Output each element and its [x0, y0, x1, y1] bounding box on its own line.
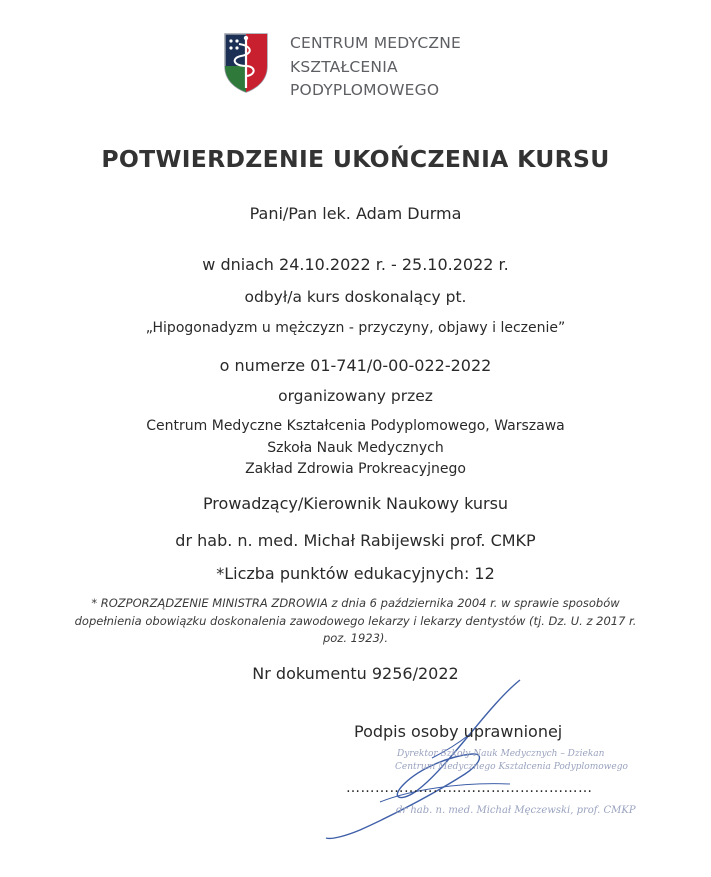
organizer-line-3: Zakład Zdrowia Prokreacyjnego: [245, 461, 466, 477]
education-points: *Liczba punktów edukacyjnych: 12: [216, 564, 495, 583]
document-title: POTWIERDZENIE UKOŃCZENIA KURSU: [101, 145, 610, 173]
organized-by-label: organizowany przez: [278, 387, 433, 405]
course-number: o numerze 01-741/0-00-022-2022: [219, 356, 492, 375]
stamp-line-1: Dyrektor Szkoły Nauk Medycznych – Dziekan: [397, 749, 605, 759]
organizer-line-1: Centrum Medyczne Kształcenia Podyplomowego, Warszawa: [146, 418, 565, 434]
footnote-line-2: dopełnienia obowiązku doskonalenia zawodowego lekarzy i lekarzy dentystów (tj. Dz. U. z 2017 r.: [74, 614, 637, 628]
org-name-line-1: CENTRUM MEDYCZNE: [290, 34, 461, 52]
course-title: „Hipogonadyzm u mężczyzn - przyczyny, objawy i leczenie”: [145, 320, 566, 336]
stamp-signer-name: dr hab. n. med. Michał Męczewski, prof. CMKP: [396, 805, 636, 816]
org-name-line-3: PODYPLOMOWEGO: [290, 81, 440, 99]
stamp-line-2: Centrum Medycznego Kształcenia Podyplomowego: [395, 762, 628, 772]
cmkp-logo: [223, 32, 269, 94]
organizer-line-2: Szkoła Nauk Medycznych: [267, 440, 444, 456]
signature-dotted-line: ……………………………………………: [346, 780, 593, 796]
document-number: Nr dokumentu 9256/2022: [252, 664, 459, 683]
footnote-line-1: * ROZPORZĄDZENIE MINISTRA ZDROWIA z dnia 6 października 2004 r. w sprawie sposobów: [91, 596, 620, 610]
lead-name: dr hab. n. med. Michał Rabijewski prof. CMKP: [175, 531, 536, 550]
org-name-line-2: KSZTAŁCENIA: [290, 58, 398, 76]
signature-label: Podpis osoby uprawnionej: [354, 722, 563, 741]
course-intro: odbył/a kurs doskonalący pt.: [244, 288, 467, 306]
footnote-line-3: poz. 1923).: [322, 631, 389, 645]
recipient-name: Pani/Pan lek. Adam Durma: [249, 204, 462, 223]
course-dates: w dniach 24.10.2022 r. - 25.10.2022 r.: [202, 255, 509, 274]
lead-role: Prowadzący/Kierownik Naukowy kursu: [202, 494, 509, 513]
